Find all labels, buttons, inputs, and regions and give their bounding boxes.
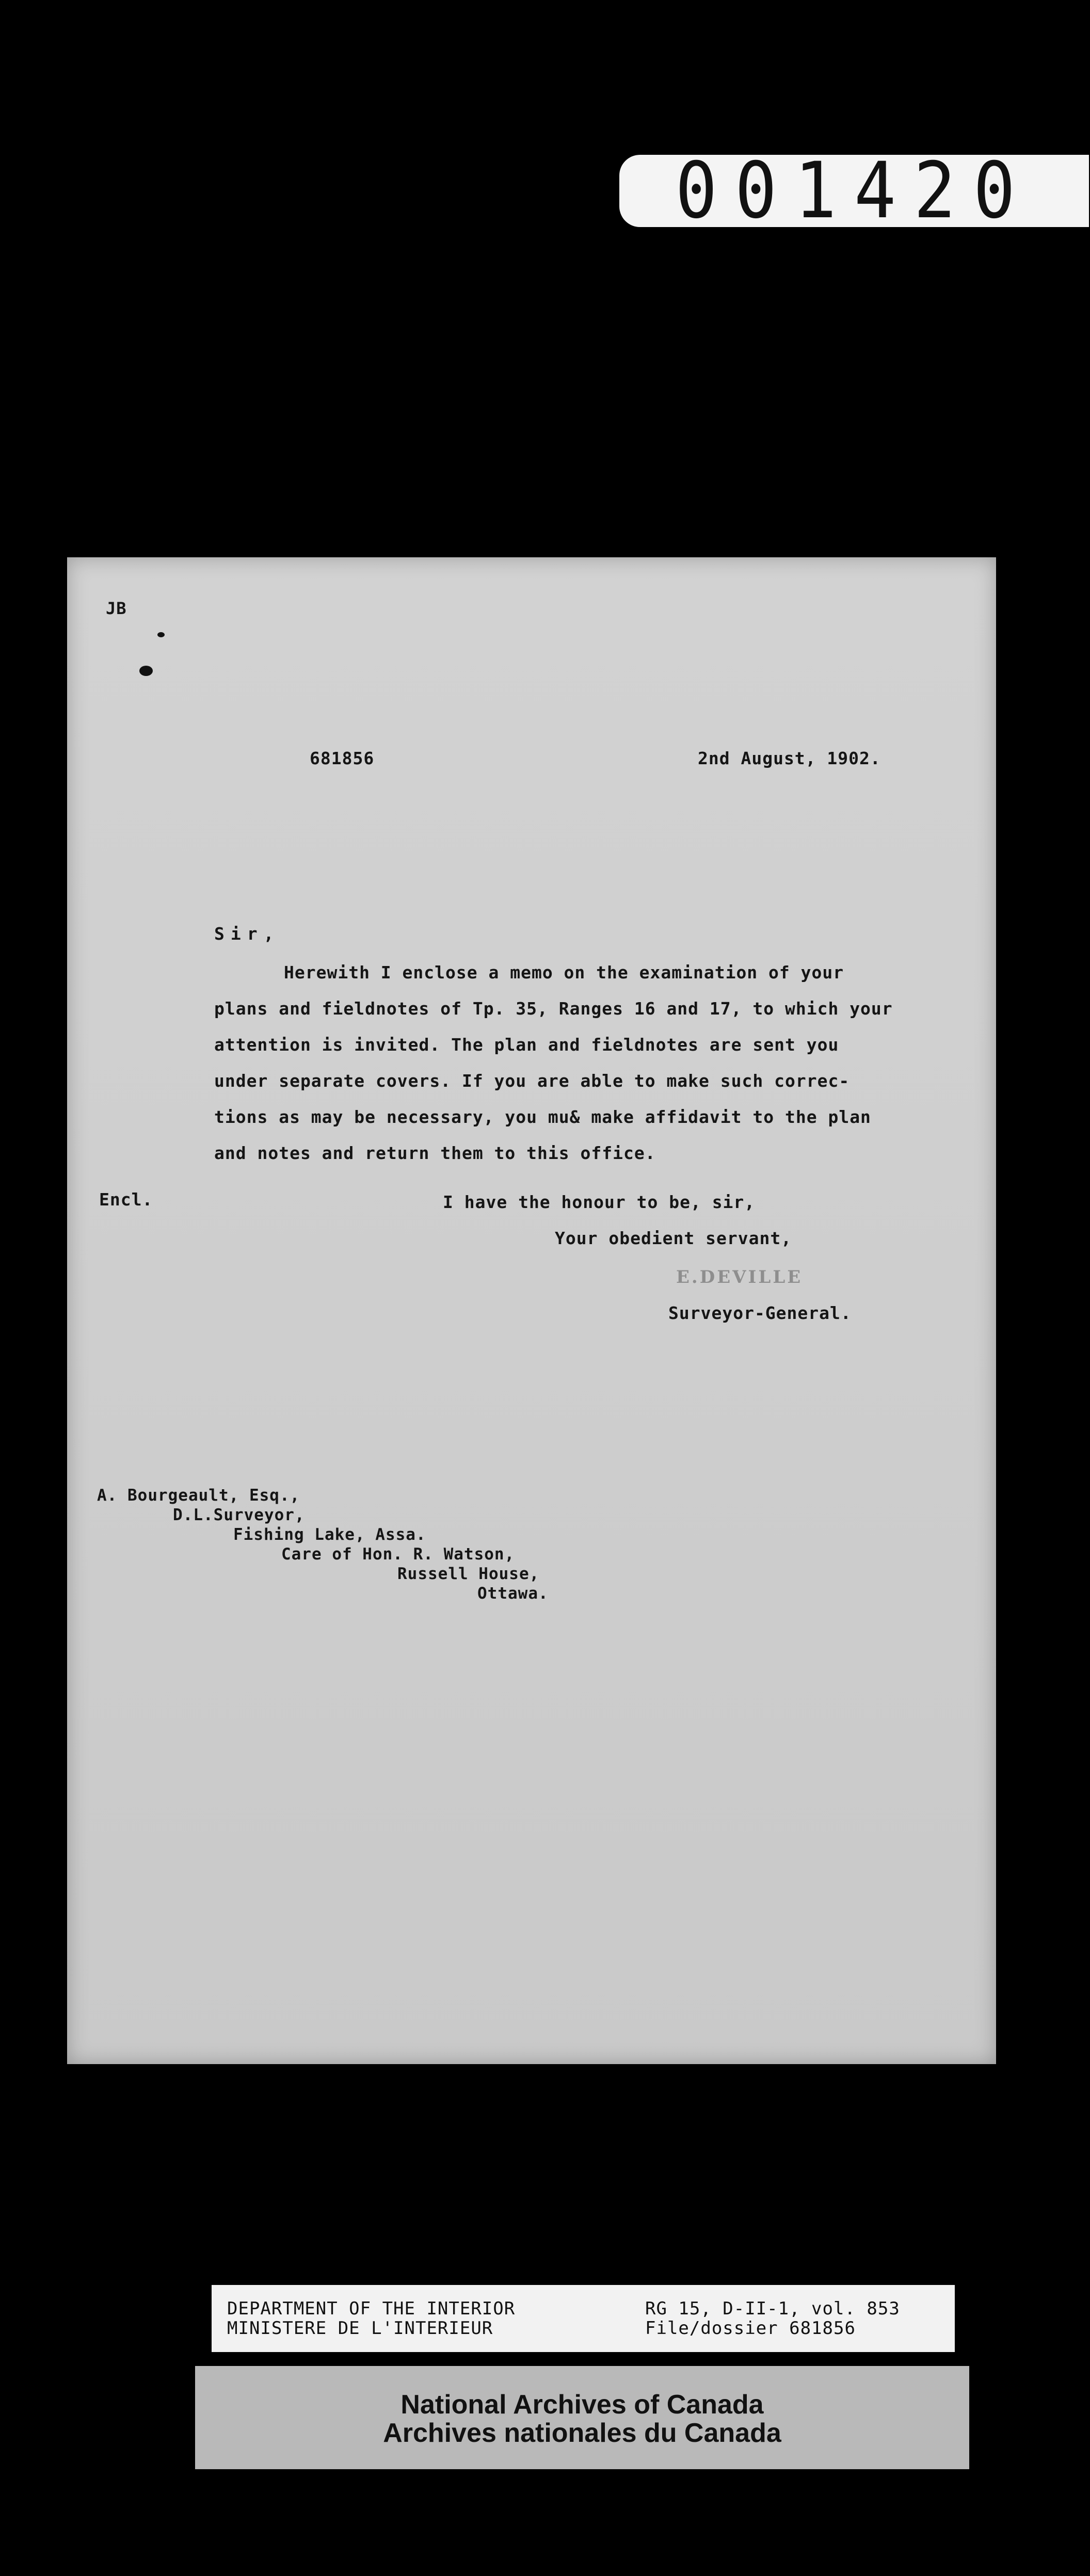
department-name-en: DEPARTMENT OF THE INTERIOR (227, 2298, 516, 2319)
address-line: D.L.Surveyor, (173, 1506, 305, 1524)
body-line: under separate covers. If you are able to make such correc- (214, 1071, 850, 1091)
archive-name-label (195, 2366, 969, 2469)
signature: E.DEVILLE (676, 1267, 803, 1287)
letter-sheet (67, 557, 996, 2064)
enclosure-note: Encl. (99, 1189, 153, 1210)
address-line: Russell House, (397, 1565, 540, 1583)
address-line: Care of Hon. R. Watson, (281, 1545, 515, 1564)
letter-date: 2nd August, 1902. (698, 748, 881, 768)
frame-number: 001420 (675, 146, 1033, 236)
complimentary-close: Your obedient servant, (555, 1228, 792, 1248)
archive-reference-label (212, 2285, 955, 2352)
address-line: Fishing Lake, Assa. (233, 1525, 426, 1544)
body-line: Herewith I enclose a memo on the examination of your (284, 962, 844, 983)
ink-mark (139, 666, 153, 676)
body-line: attention is invited. The plan and fieldnotes are sent you (214, 1035, 839, 1055)
address-line: A. Bourgeault, Esq., (97, 1486, 300, 1505)
signer-title: Surveyor-General. (668, 1303, 852, 1323)
typist-initials: JB (106, 599, 127, 618)
file-number: 681856 (310, 748, 375, 768)
salutation: Sir, (214, 924, 280, 944)
ink-mark (157, 632, 165, 637)
volume-reference: RG 15, D-II-1, vol. 853 (645, 2298, 900, 2319)
body-line: and notes and return them to this office. (214, 1143, 656, 1163)
archive-name-fr: Archives nationales du Canada (383, 2418, 781, 2448)
body-line: tions as may be necessary, you mu& make affidavit to the plan (214, 1107, 871, 1127)
archive-name-en: National Archives of Canada (400, 2390, 764, 2420)
frame-number-label (619, 146, 1089, 236)
body-line: plans and fieldnotes of Tp. 35, Ranges 16 and 17, to which your (214, 999, 893, 1019)
department-name-fr: MINISTERE DE L'INTERIEUR (227, 2318, 493, 2339)
closing-line: I have the honour to be, sir, (443, 1192, 756, 1212)
address-line: Ottawa. (477, 1584, 549, 1603)
file-reference: File/dossier 681856 (645, 2318, 856, 2339)
